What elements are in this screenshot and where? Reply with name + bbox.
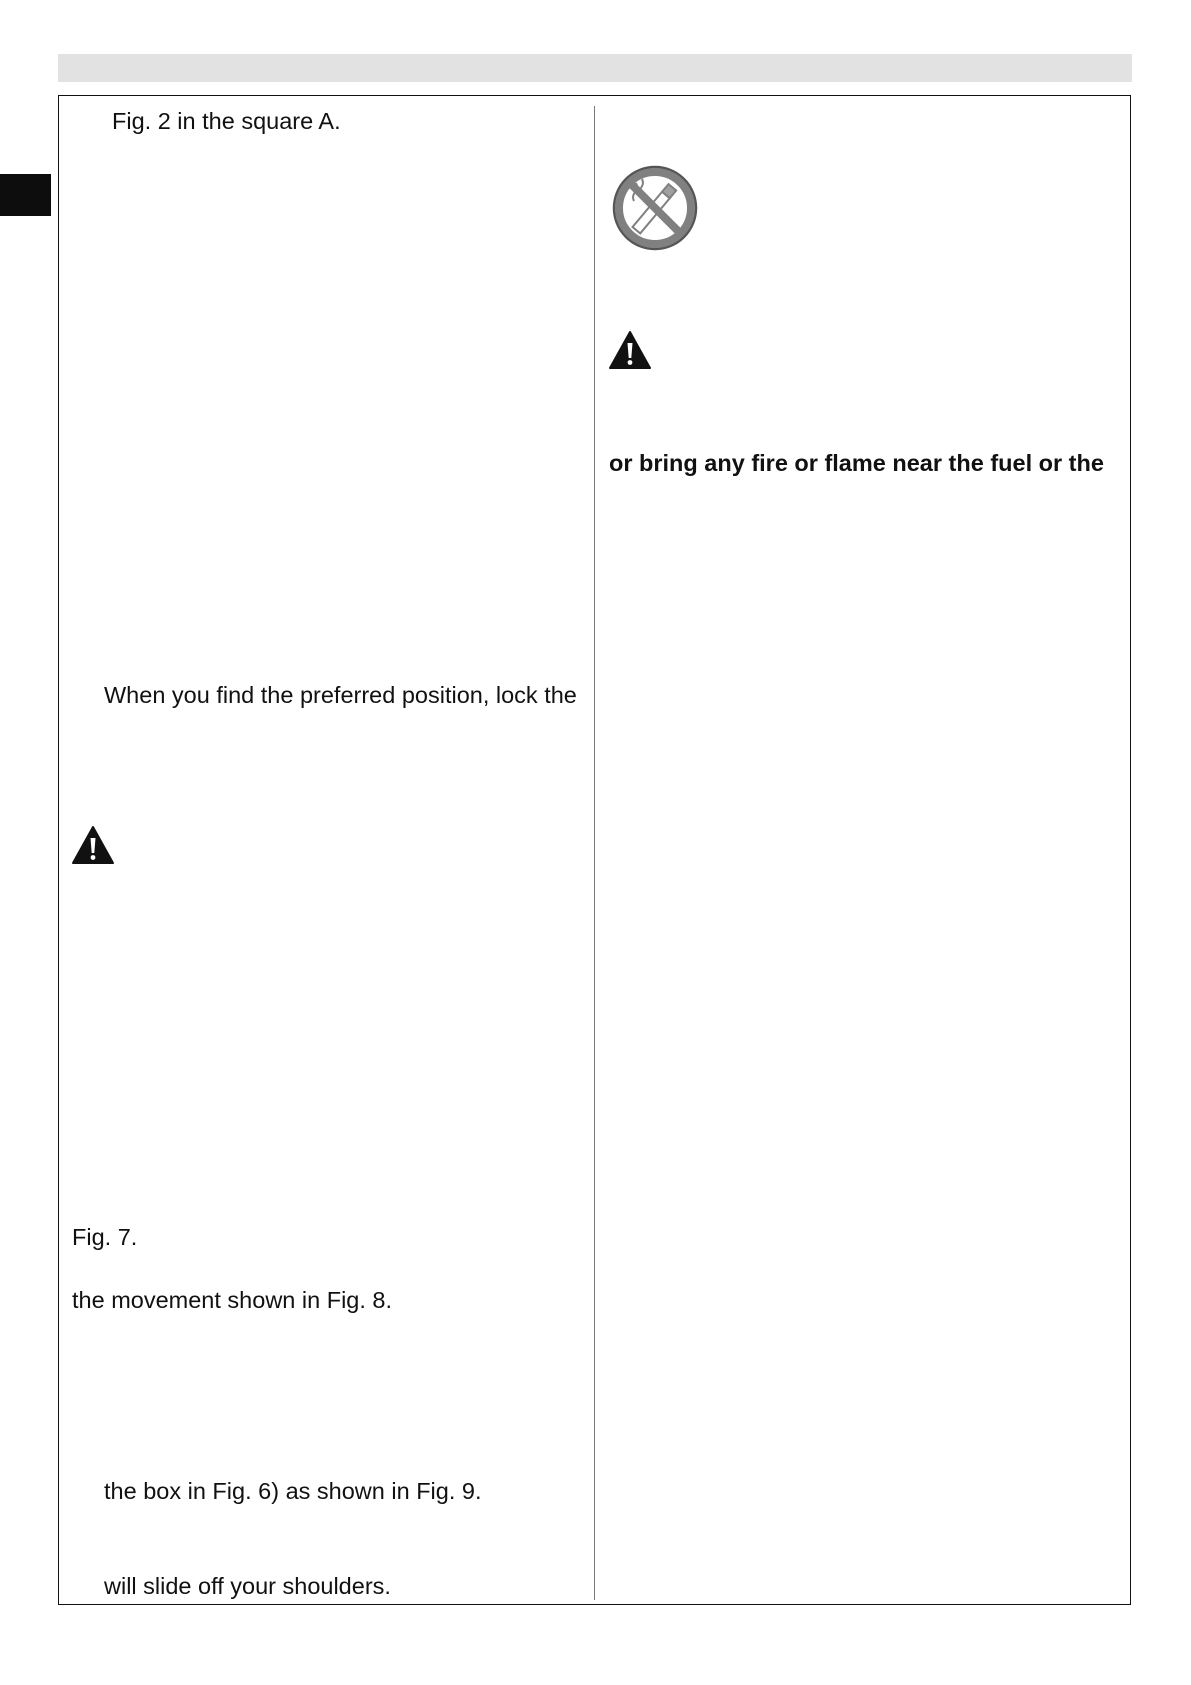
column-divider	[594, 106, 595, 1600]
text-line: the movement shown in Fig. 8.	[72, 1287, 393, 1313]
text-line: Fig. 7.	[72, 1224, 138, 1250]
header-bar	[58, 54, 1132, 82]
warning-triangle-icon	[608, 330, 652, 375]
bold-warning-line: or bring any fire or flame near the fuel or the	[609, 450, 1104, 476]
text-line: the box in Fig. 6) as shown in Fig. 9.	[104, 1478, 482, 1504]
text-line: When you find the preferred position, lock the	[104, 682, 577, 708]
warning-triangle-icon	[71, 825, 115, 870]
text-line: Fig. 2 in the square A.	[112, 108, 341, 134]
language-tab	[0, 174, 51, 216]
no-smoking-icon	[610, 163, 700, 258]
text-line: will slide off your shoulders.	[104, 1573, 391, 1599]
